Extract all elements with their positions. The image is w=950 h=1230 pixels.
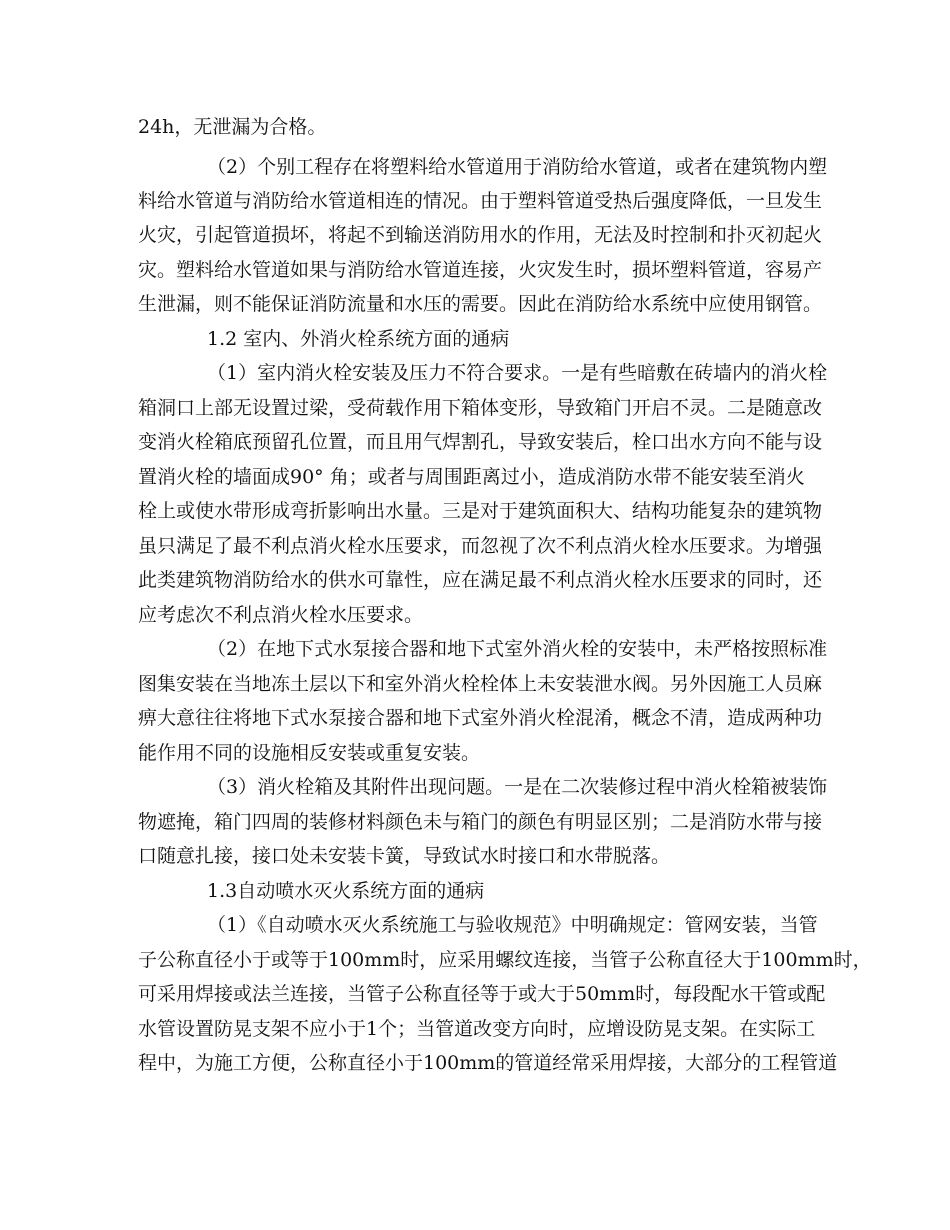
text-line: 可采用焊接或法兰连接，当管子公称直径等于或大于50mm时，每段配水干管或配 bbox=[138, 983, 826, 1005]
paragraph-start: （1）《自动喷水灭火系统施工与验收规范》中明确规定：管网安装，当管 bbox=[207, 914, 818, 936]
text-line: 箱洞口上部无设置过梁，受荷载作用下箱体变形，导致箱门开启不灵。二是随意改 bbox=[138, 397, 823, 419]
text-line: 口随意扎接，接口处未安装卡簧，导致试水时接口和水带脱落。 bbox=[138, 845, 671, 867]
text-line: 24h，无泄漏为合格。 bbox=[138, 116, 327, 138]
text-line: 程中，为施工方便，公称直径小于100mm的管道经常采用焊接，大部分的工程管道 bbox=[138, 1052, 838, 1074]
text-line: 火灾，引起管道损坏，将起不到输送消防用水的作用，无法及时控制和扑灭初起火 bbox=[138, 224, 823, 246]
text-line: 图集安装在当地冻土层以下和室外消火栓栓体上未安装泄水阀。另外因施工人员麻 bbox=[138, 673, 823, 695]
section-heading: 1.3自动喷水灭火系统方面的通病 bbox=[207, 880, 485, 902]
text-line: 能作用不同的设施相反安装或重复安装。 bbox=[138, 742, 481, 764]
text-line: 水管设置防晃支架不应小于1个；当管道改变方向时，应增设防晃支架。在实际工 bbox=[138, 1018, 816, 1040]
text-line: 变消火栓箱底预留孔位置，而且用气焊割孔，导致安装后，栓口出水方向不能与设 bbox=[138, 431, 823, 453]
text-line: 应考虑次不利点消火栓水压要求。 bbox=[138, 604, 424, 626]
text-line: 灾。塑料给水管道如果与消防给水管道连接，火灾发生时，损坏塑料管道，容易产 bbox=[138, 259, 823, 281]
text-line: 生泄漏，则不能保证消防流量和水压的需要。因此在消防给水系统中应使用钢管。 bbox=[138, 293, 823, 315]
paragraph-start: （1）室内消火栓安装及压力不符合要求。一是有些暗敷在砖墙内的消火栓 bbox=[207, 362, 828, 384]
text-line: 栓上或使水带形成弯折影响出水量。三是对于建筑面积大、结构功能复杂的建筑物 bbox=[138, 500, 823, 522]
section-heading: 1.2 室内、外消火栓系统方面的通病 bbox=[207, 328, 510, 350]
text-line: 料给水管道与消防给水管道相连的情况。由于塑料管道受热后强度降低，一旦发生 bbox=[138, 190, 823, 212]
text-line: 此类建筑物消防给水的供水可靠性，应在满足最不利点消火栓水压要求的同时，还 bbox=[138, 569, 823, 591]
text-line: 物遮掩，箱门四周的装修材料颜色未与箱门的颜色有明显区别；二是消防水带与接 bbox=[138, 811, 823, 833]
text-line: 置消火栓的墙面成90° 角；或者与周围距离过小，造成消防水带不能安装至消火 bbox=[138, 466, 805, 488]
text-line: 痹大意往往将地下式水泵接合器和地下式室外消火栓混淆，概念不清，造成两种功 bbox=[138, 707, 823, 729]
text-line: 子公称直径小于或等于100mm时，应采用螺纹连接，当管子公称直径大于100mm时， bbox=[138, 949, 872, 971]
paragraph-start: （2）在地下式水泵接合器和地下式室外消火栓的安装中，未严格按照标准 bbox=[207, 638, 828, 660]
paragraph-start: （2）个别工程存在将塑料给水管道用于消防给水管道，或者在建筑物内塑 bbox=[207, 156, 828, 178]
paragraph-start: （3）消火栓箱及其附件出现问题。一是在二次装修过程中消火栓箱被装饰 bbox=[207, 776, 828, 798]
text-line: 虽只满足了最不利点消火栓水压要求，而忽视了次不利点消火栓水压要求。为增强 bbox=[138, 535, 823, 557]
